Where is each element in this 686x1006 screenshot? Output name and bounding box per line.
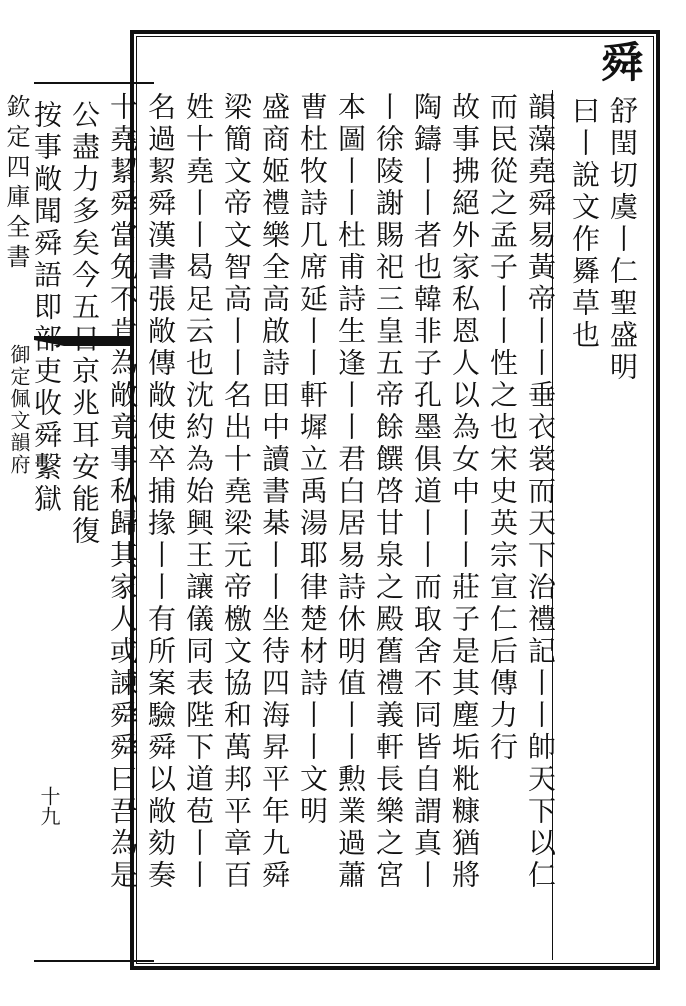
top-rule (34, 82, 154, 84)
text-column: 十堯絜舜當免不肯為敞竟事私歸其家人或諫舜舜曰吾為是 (106, 92, 139, 892)
text-column: 按事敞聞舜語即部吏收舜繫獄 (30, 100, 63, 516)
text-column: 陶鑄丨丨者也韓非子孔墨俱道丨丨而取舍不同皆自謂真丨 (410, 92, 443, 892)
page-number: 十九 (37, 786, 61, 826)
text-column: 名過絜舜漢書張敞傳敞使卒捕掾丨丨有所案驗舜以敞劾奏 (144, 92, 177, 892)
margin-book-title: 御定佩文韻府 (7, 344, 31, 476)
text-column: 梁簡文帝文智高丨丨名出十堯梁元帝檄文協和萬邦平章百 (220, 92, 253, 892)
text-column: 韻藻堯舜易黃帝丨丨垂衣裳而天下治禮記丨丨帥天下以仁 (524, 92, 557, 892)
text-column: 盛商姬禮樂全高啟詩田中讀書棊丨丨坐待四海昇平年九舜 (258, 92, 291, 892)
text-column: 丨徐陵謝賜祀三皇五帝餘饌啓甘泉之殿舊禮義軒長樂之宮 (372, 92, 405, 892)
entry-headword: 舜 (595, 40, 644, 82)
text-column: 舒閏切虞丨仁聖盛明 (606, 96, 639, 384)
text-column: 本圖丨丨杜甫詩生逢丨丨君白居易詩休明值丨丨勲業過蕭 (334, 92, 367, 892)
bottom-rule (34, 960, 154, 962)
text-column: 故事拂絕外家私恩人以為女中丨丨莊子是其塵垢粃糠猶將 (448, 92, 481, 892)
text-column: 姓十堯丨丨曷足云也沈約為始興王讓儀同表陛下道苞丨丨 (182, 92, 215, 892)
margin-book-label: 欽定四庫全書 (2, 94, 30, 274)
text-column: 曹杜牧詩几席延丨丨軒墀立禹湯耶律楚材詩丨丨文明 (296, 92, 329, 828)
text-column: 公盡力多矣今五日京兆耳安能復 (68, 100, 101, 548)
text-column: 曰丨說文作䑞草也 (568, 96, 601, 352)
text-column: 而民從之孟子丨丨性之也宋史英宗宣仁后傳力行 (486, 92, 519, 764)
